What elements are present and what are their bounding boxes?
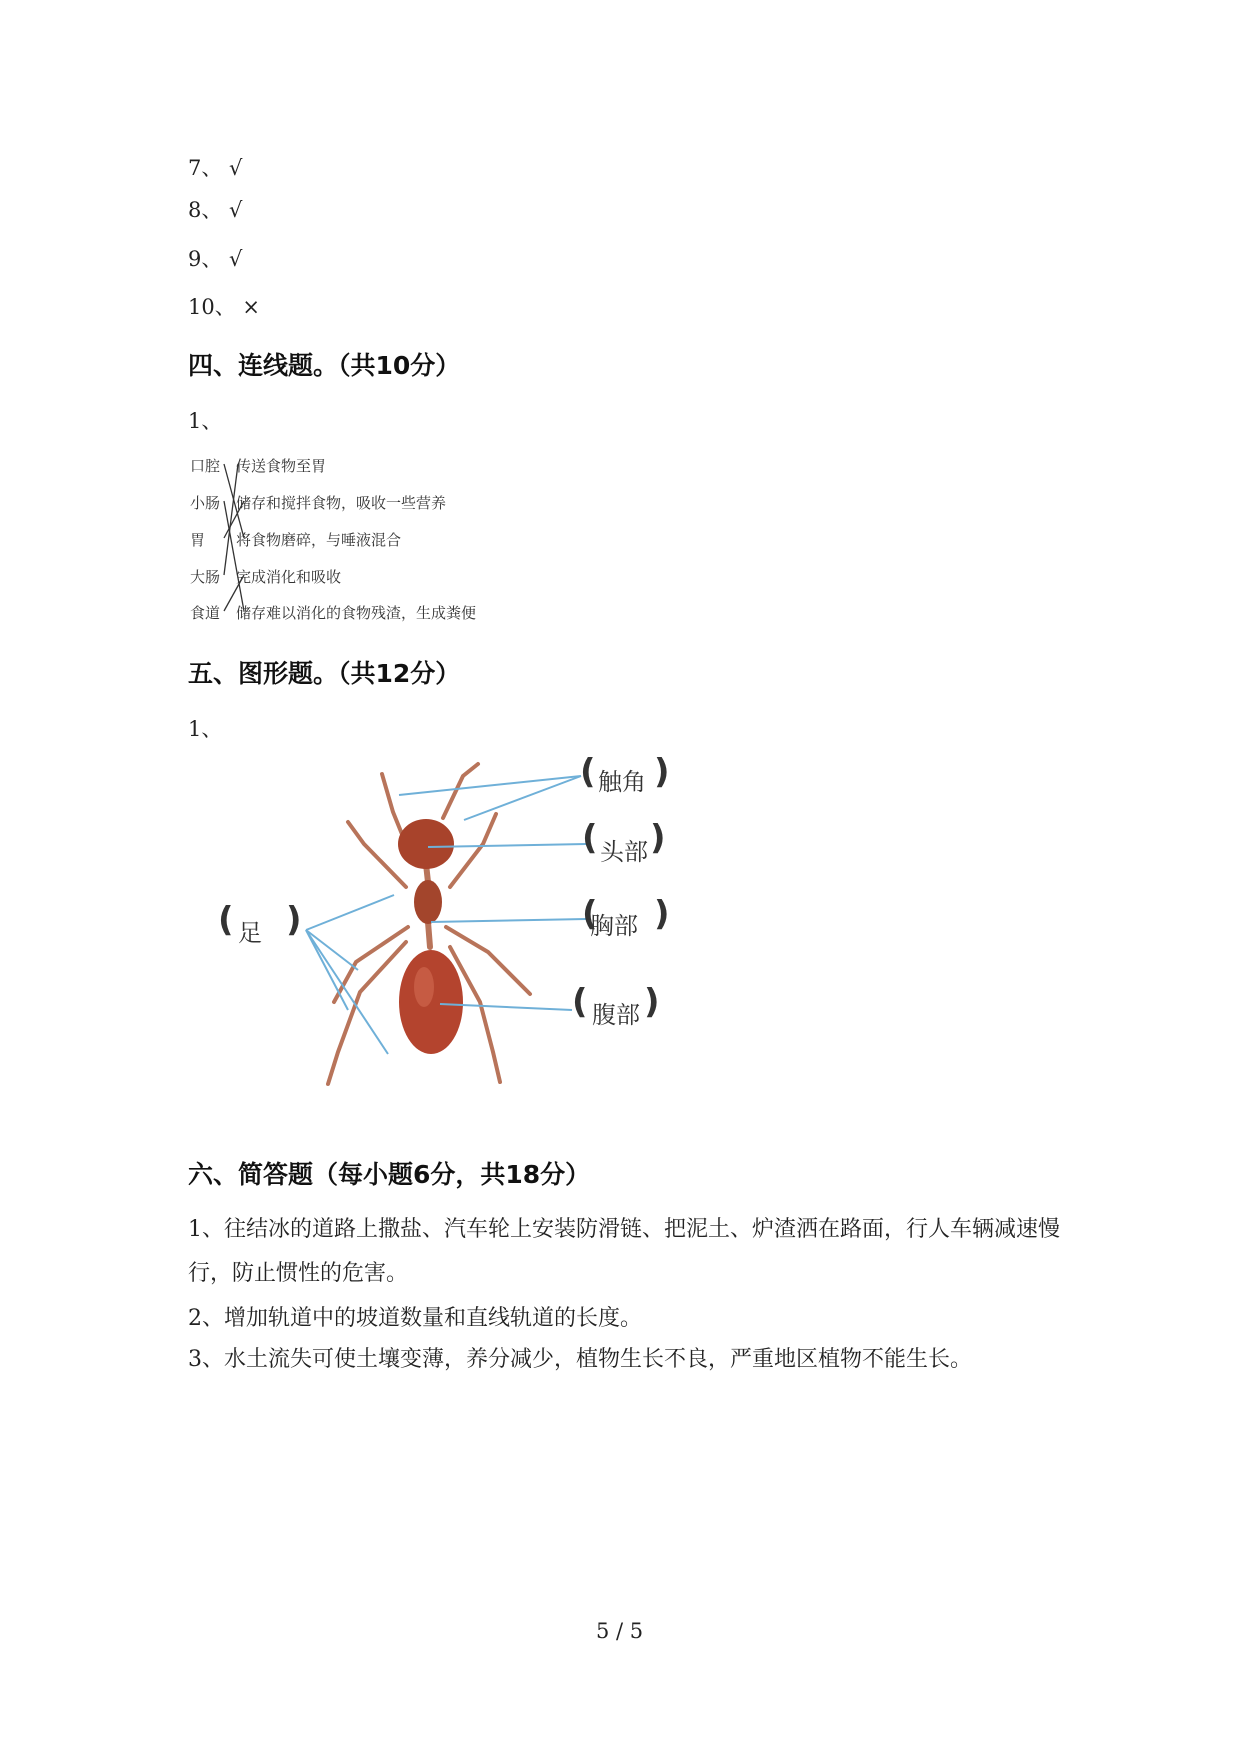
match-line <box>224 464 238 575</box>
antenna-label: 触角 <box>598 768 646 796</box>
match-left-item: 口腔 <box>190 457 221 475</box>
section-5-q1-number: 1、 <box>188 717 223 741</box>
head-label: 头部 <box>600 838 648 866</box>
matching-diagram <box>188 450 528 630</box>
match-left-item: 食道 <box>190 604 221 622</box>
answer-7: 7、 √ <box>188 156 243 180</box>
page-number: 5 / 5 <box>596 1619 644 1643</box>
label-bracket-close: ) <box>654 752 670 792</box>
short-answer-3: 3、水土流失可使土壤变薄，养分减少，植物生长不良，严重地区植物不能生长。 <box>188 1347 972 1372</box>
label-bracket-open: ( <box>582 894 598 934</box>
section-4-q1-number: 1、 <box>188 409 223 433</box>
pointer-line <box>306 930 358 970</box>
answer-10: 10、 × <box>188 295 260 319</box>
match-left-item: 大肠 <box>190 568 221 586</box>
label-bracket-close: ) <box>286 900 302 940</box>
pointer-line <box>306 930 348 1010</box>
pointer-line <box>306 895 394 930</box>
match-left-item: 小肠 <box>190 494 221 512</box>
section-5-heading: 五、图形题。（共12分） <box>188 659 461 688</box>
match-left-item: 胃 <box>190 531 206 549</box>
match-right-item: 储存和搅拌食物，吸收一些营养 <box>236 494 447 512</box>
answer-9: 9、 √ <box>188 247 243 271</box>
match-line <box>224 464 244 538</box>
match-right-item: 将食物磨碎，与唾液混合 <box>236 531 402 549</box>
label-bracket-open: ( <box>218 900 234 940</box>
label-bracket-open: ( <box>580 752 596 792</box>
label-bracket-open: ( <box>582 818 598 858</box>
short-answer-2: 2、增加轨道中的坡道数量和直线轨道的长度。 <box>188 1306 642 1331</box>
abdomen-label: 腹部 <box>592 1001 640 1029</box>
answer-8: 8、 √ <box>188 198 243 222</box>
label-bracket-close: ) <box>650 818 666 858</box>
label-bracket-close: ) <box>654 894 670 934</box>
match-right-item: 储存难以消化的食物残渣，生成粪便 <box>236 604 477 622</box>
label-bracket-close: ) <box>644 982 660 1022</box>
match-right-item: 完成消化和吸收 <box>236 568 342 586</box>
ant-diagram <box>188 752 688 1097</box>
legs-label: 足 <box>238 919 262 947</box>
thorax-label: 胸部 <box>590 912 638 940</box>
section-4-heading: 四、连线题。（共10分） <box>188 351 461 380</box>
matching-lines <box>188 450 528 630</box>
label-bracket-open: ( <box>572 982 588 1022</box>
short-answer-1: 1、往结冰的道路上撒盐、汽车轮上安装防滑链、把泥土、炉渣洒在路面，行人车辆减速慢行，防止惯性的危害。 <box>188 1217 1061 1286</box>
match-right-item: 传送食物至胃 <box>236 457 327 475</box>
section-6-heading: 六、简答题（每小题6分，共18分） <box>188 1160 591 1189</box>
pointer-line <box>431 919 586 922</box>
